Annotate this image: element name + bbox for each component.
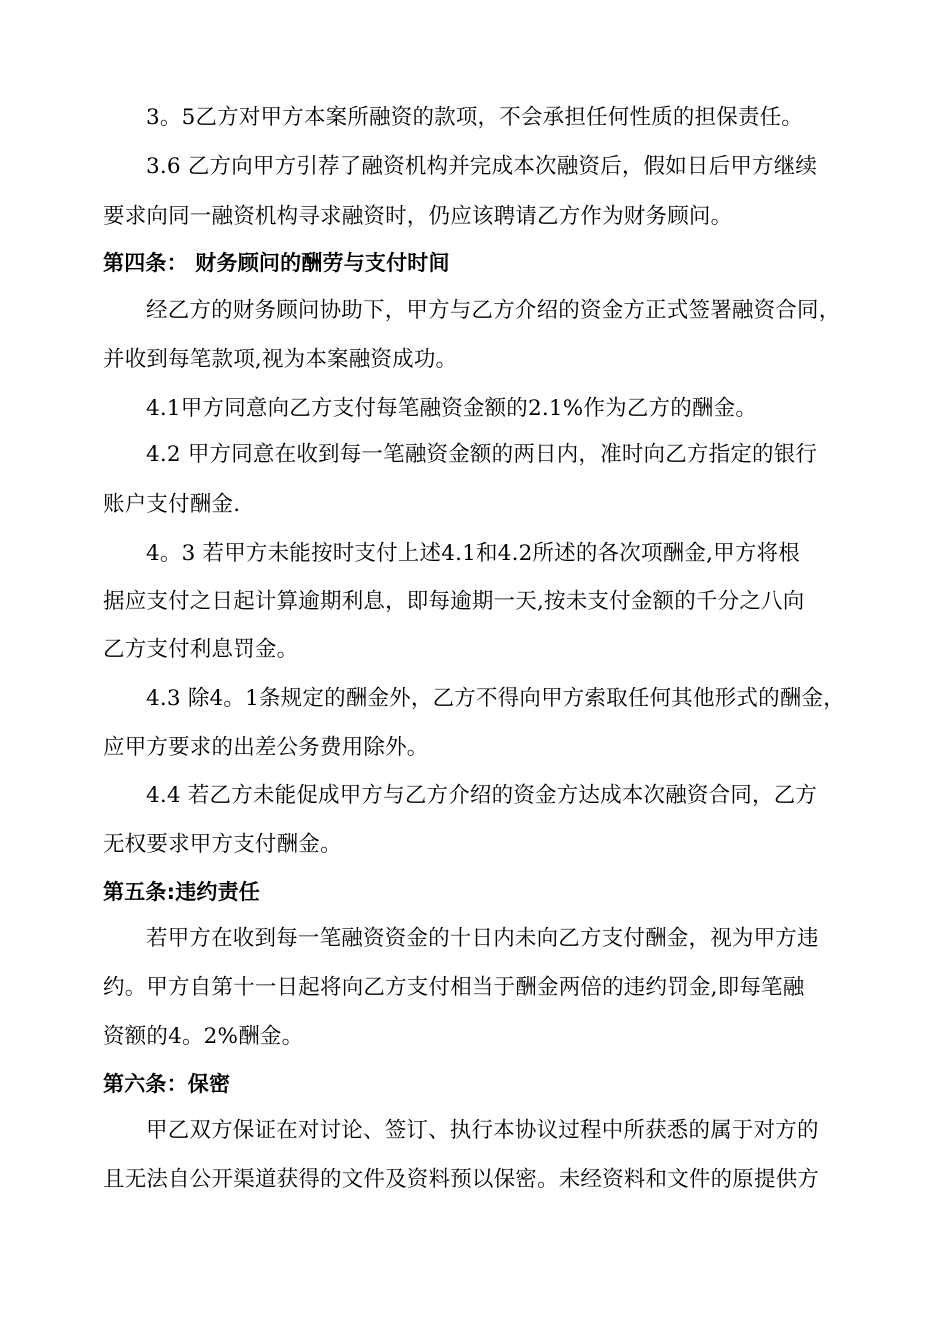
clause-4-2-line-2: 账户支付酬金. <box>103 492 241 517</box>
clause-4-3a-line-1: 4。3 若甲方未能按时支付上述4.1和4.2所述的各次项酬金,甲方将根 <box>146 541 800 566</box>
clause-3-6-line-1: 3.6 乙方向甲方引荐了融资机构并完成本次融资后，假如日后甲方继续 <box>146 154 818 179</box>
article-5-line-1: 若甲方在收到每一笔融资资金的十日内未向乙方支付酬金，视为甲方违 <box>146 926 819 951</box>
clause-3-6-line-2: 要求向同一融资机构寻求融资时，仍应该聘请乙方作为财务顾问。 <box>103 204 733 229</box>
heading-article-6: 第六条：保密 <box>103 1072 231 1096</box>
article-6-line-2: 且无法自公开渠道获得的文件及资料预以保密。未经资料和文件的原提供方 <box>103 1167 820 1192</box>
clause-4-2-line-1: 4.2 甲方同意在收到每一笔融资金额的两日内，准时向乙方指定的银行 <box>146 442 818 467</box>
clause-4-3a-line-2: 据应支付之日起计算逾期利息，即每逾期一天,按未支付金额的千分之八向 <box>103 589 805 614</box>
clause-3-5: 3。5乙方对甲方本案所融资的款项，不会承担任何性质的担保责任。 <box>146 105 804 130</box>
clause-4-3b-line-2: 应甲方要求的出差公务费用除外。 <box>103 735 429 760</box>
heading-article-4: 第四条： 财务顾问的酬劳与支付时间 <box>103 251 450 275</box>
article-5-line-3: 资额的4。2%酬金。 <box>103 1024 304 1049</box>
clause-4-1: 4.1甲方同意向乙方支付每笔融资金额的2.1%作为乙方的酬金。 <box>146 396 758 421</box>
heading-article-5: 第五条:违约责任 <box>103 880 260 904</box>
article-6-line-1: 甲乙双方保证在对讨论、签订、执行本协议过程中所获悉的属于对方的 <box>146 1118 819 1143</box>
clause-4-3b-line-1: 4.3 除4。1条规定的酬金外，乙方不得向甲方索取任何其他形式的酬金， <box>146 686 845 711</box>
clause-4-4-line-1: 4.4 若乙方未能促成甲方与乙方介绍的资金方达成本次融资合同，乙方 <box>146 783 818 808</box>
article-4-intro-line-1: 经乙方的财务顾问协助下，甲方与乙方介绍的资金方正式签署融资合同， <box>146 298 841 323</box>
article-5-line-2: 约。甲方自第十一日起将向乙方支付相当于酬金两倍的违约罚金,即每笔融 <box>103 975 805 1000</box>
clause-4-3a-line-3: 乙方支付利息罚金。 <box>103 637 299 662</box>
article-4-intro-line-2: 并收到每笔款项,视为本案融资成功。 <box>103 347 458 372</box>
clause-4-4-line-2: 无权要求甲方支付酬金。 <box>103 832 342 857</box>
